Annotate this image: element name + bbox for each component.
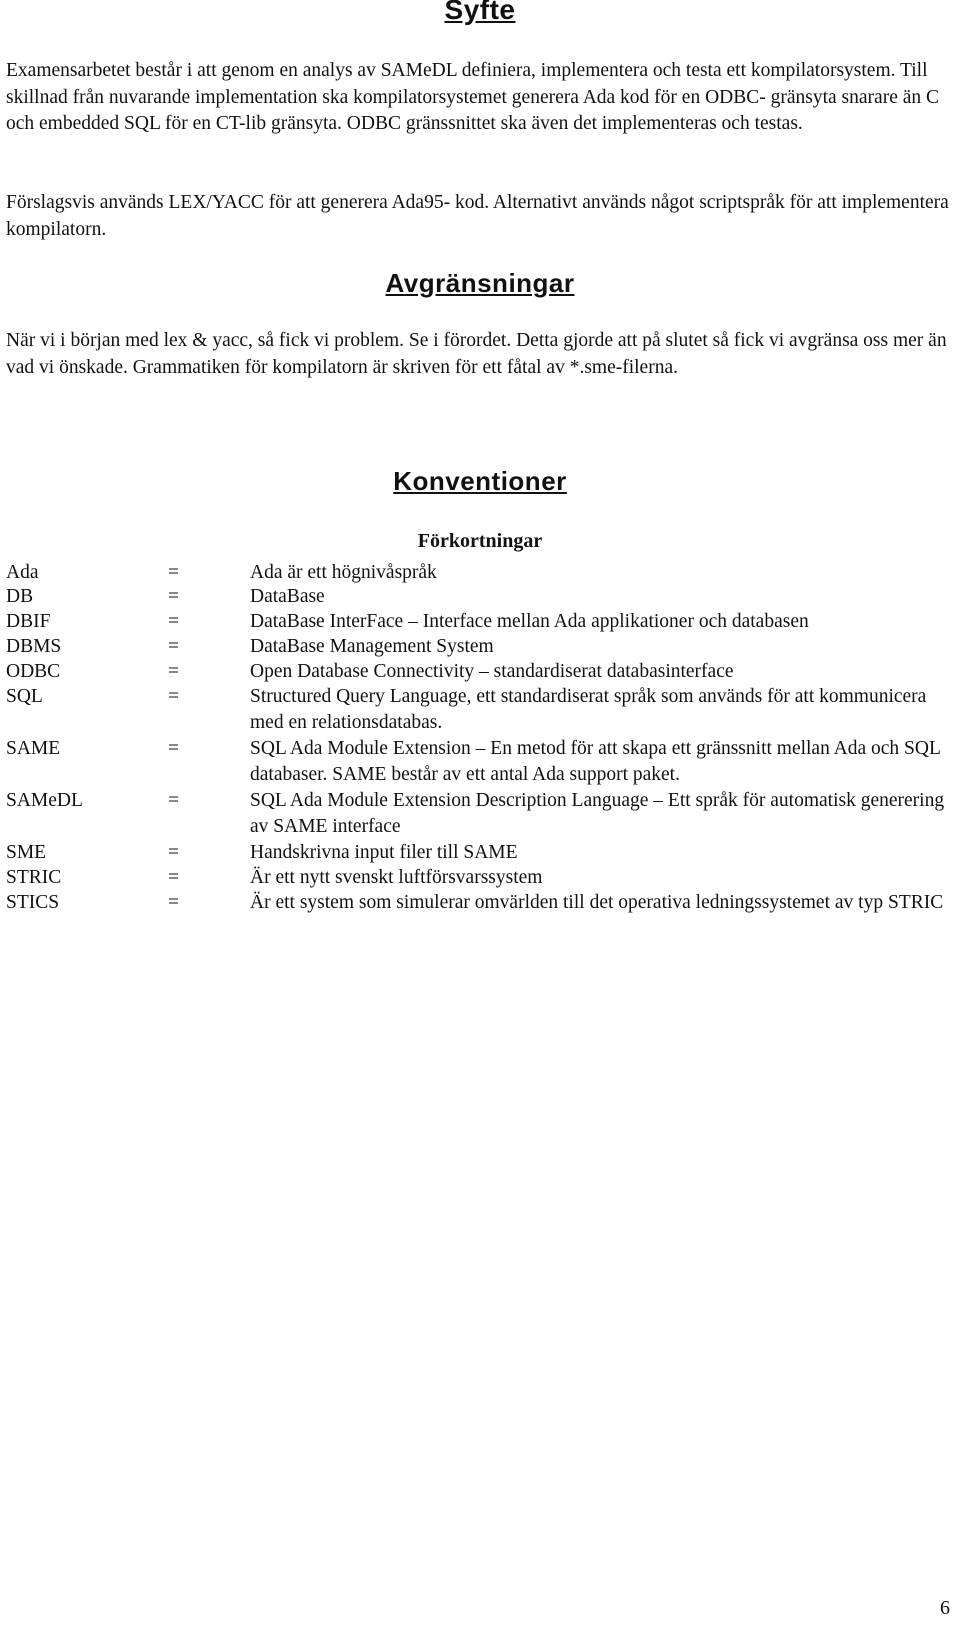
heading-syfte: Syfte	[444, 0, 516, 25]
abbr-equals: =	[168, 636, 179, 657]
page-number: 6	[940, 1597, 950, 1619]
abbr-term: DBMS	[6, 636, 62, 657]
paragraph-syfte-2: Förslagsvis används LEX/YACC för att generera Ada95- kod. Alternativt används något scriptspråk för att implementera kompilatorn.	[6, 192, 949, 240]
abbr-term: SAME	[6, 738, 61, 759]
abbr-equals: =	[168, 842, 179, 863]
abbr-equals: =	[168, 790, 179, 811]
abbr-equals: =	[168, 892, 179, 913]
abbr-term: STICS	[6, 892, 60, 913]
abbr-equals: =	[168, 867, 179, 888]
abbr-equals: =	[168, 562, 179, 583]
abbr-definition: DataBase InterFace – Interface mellan Ada applikationer och databasen	[250, 611, 809, 632]
paragraph-avgransningar: När vi i början med lex & yacc, så fick vi problem. Se i förordet. Detta gjorde att på slutet så fick vi avgränsa oss mer än vad vi önskade. Grammatiken för kompilatorn är skriven för ett fåtal av *.sme-filerna.	[6, 330, 947, 378]
abbr-term: ODBC	[6, 661, 61, 682]
abbr-equals: =	[168, 738, 179, 759]
subheading-forkortningar: Förkortningar	[417, 530, 543, 552]
abbr-term: SME	[6, 842, 47, 863]
abbr-term: STRIC	[6, 867, 62, 888]
abbr-definition: Structured Query Language, ett standardiserat språk som används för att kommunicera med en relationsdatabas.	[250, 686, 927, 733]
abbr-definition: Ada är ett högnivåspråk	[250, 562, 437, 583]
abbr-term: DBIF	[6, 611, 51, 632]
abbr-definition: SQL Ada Module Extension – En metod för att skapa ett gränssnitt mellan Ada och SQL databaser. SAME består av ett antal Ada support paket.	[250, 738, 941, 785]
abbr-definition: Open Database Connectivity – standardiserat databasinterface	[250, 661, 734, 682]
abbr-definition: Är ett system som simulerar omvärlden till det operativa ledningssystemet av typ STRIC	[250, 892, 944, 913]
abbr-equals: =	[168, 686, 179, 707]
paragraph-syfte-1: Examensarbetet består i att genom en analys av SAMeDL definiera, implementera och testa ett kompilatorsystem. Till skillnad från nuvarande implementation ska kompilatorsystemet generera Ada kod för en ODBC- gränsyta snarare än C och embedded SQL för en CT-lib gränsyta. ODBC gränssnittet ska även det implementeras och testas.	[6, 60, 940, 134]
abbr-term: SAMeDL	[6, 790, 83, 811]
abbr-definition: DataBase Management System	[250, 636, 494, 657]
abbr-definition: DataBase	[250, 586, 325, 607]
heading-konventioner: Konventioner	[393, 466, 567, 496]
abbr-definition: SQL Ada Module Extension Description Language – Ett språk för automatisk generering av SAME interface	[250, 790, 945, 837]
abbr-term: SQL	[6, 686, 43, 707]
abbr-term: Ada	[6, 562, 39, 583]
heading-avgransningar: Avgränsningar	[385, 268, 575, 298]
abbr-equals: =	[168, 611, 179, 632]
abbr-term: DB	[6, 586, 34, 607]
abbr-equals: =	[168, 661, 179, 682]
abbr-definition: Handskrivna input filer till SAME	[250, 842, 518, 863]
abbr-definition: Är ett nytt svenskt luftförsvarssystem	[250, 867, 543, 888]
abbr-equals: =	[168, 586, 179, 607]
